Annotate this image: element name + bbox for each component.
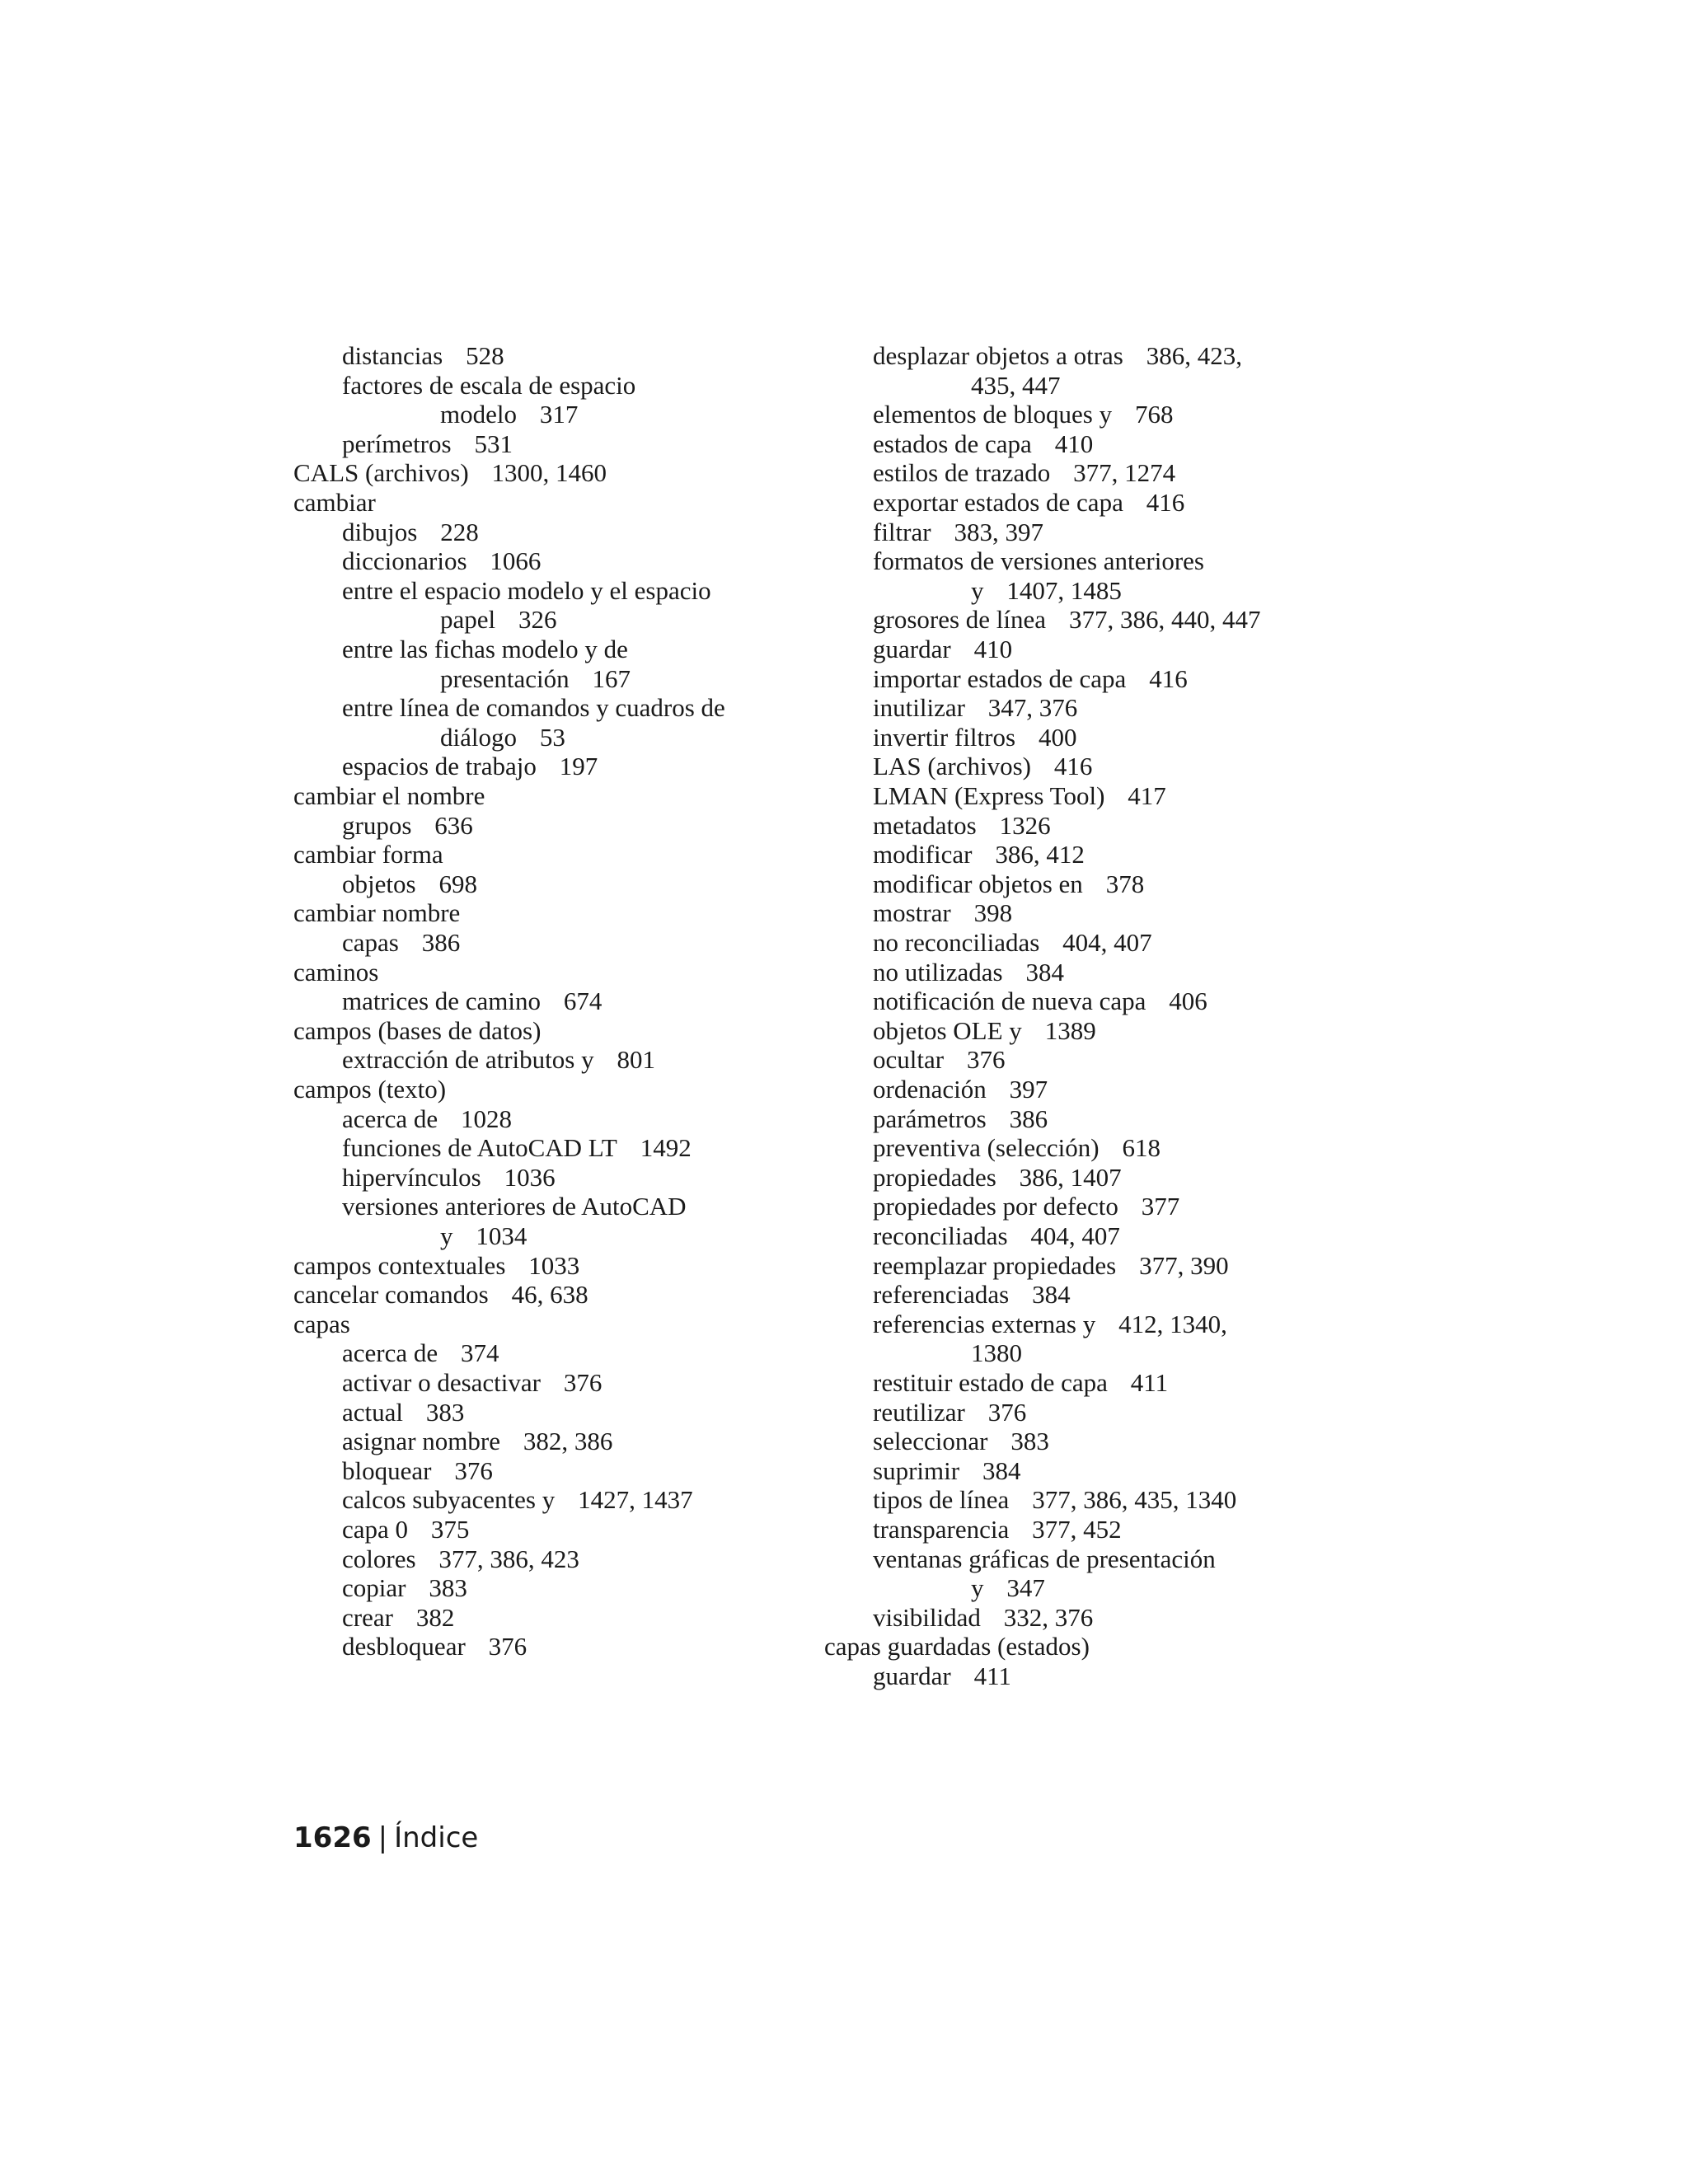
index-term: hipervínculos (342, 1162, 481, 1192)
index-term: copiar (342, 1573, 406, 1603)
index-page-refs: 404, 407 (1062, 928, 1152, 957)
index-entry (824, 488, 1184, 518)
footer-separator: | (377, 1821, 388, 1854)
index-entry (293, 1163, 556, 1193)
index-entry (824, 1133, 1160, 1163)
index-entry (293, 1104, 512, 1134)
index-entry (824, 898, 1012, 928)
index-entry (293, 1280, 588, 1310)
index-page-refs: 411 (973, 1661, 1011, 1690)
index-term: versiones anteriores de AutoCAD (342, 1192, 687, 1221)
index-term: calcos subyacentes y (342, 1485, 556, 1515)
index-term: notificación de nueva capa (873, 987, 1146, 1016)
index-entry (293, 546, 541, 576)
index-term: mostrar (873, 898, 951, 928)
index-term: asignar nombre (342, 1427, 500, 1456)
index-entry (293, 458, 607, 488)
index-page-refs: 376 (488, 1632, 528, 1661)
index-page-refs: 386, 423, (1146, 341, 1242, 370)
index-term: activar o desactivar (342, 1368, 541, 1397)
index-page-refs: 347 (1006, 1573, 1045, 1603)
index-page-refs: 332, 376 (1003, 1602, 1094, 1632)
index-term: extracción de atributos y (342, 1045, 594, 1075)
index-term: diálogo (440, 722, 517, 752)
index-entry (824, 781, 1166, 811)
index-page-refs: 228 (440, 517, 479, 546)
index-entry (293, 429, 513, 459)
index-page-refs: 397 (1009, 1075, 1048, 1104)
index-term: diccionarios (342, 546, 467, 576)
index-entry (824, 1632, 1090, 1661)
index-page-refs: 636 (434, 810, 473, 840)
index-term: capas guardadas (estados) (824, 1632, 1090, 1661)
index-page-refs: 375 (430, 1515, 470, 1544)
index-entry (824, 1368, 1168, 1398)
index-page-refs: 197 (559, 752, 598, 781)
index-page-refs: 378 (1105, 869, 1145, 898)
index-page-refs: 1407, 1485 (1006, 575, 1122, 605)
index-page-refs: 1300, 1460 (491, 458, 607, 488)
index-term: preventiva (selección) (873, 1133, 1100, 1163)
index-page-refs: 410 (1054, 429, 1094, 458)
index-term: cambiar nombre (293, 898, 461, 928)
index-term: capas (293, 1309, 350, 1338)
index-term: estados de capa (873, 429, 1032, 458)
index-term: campos contextuales (293, 1250, 506, 1280)
index-page-refs: 1427, 1437 (578, 1485, 693, 1515)
index-entry (824, 1338, 1022, 1368)
index-entry (824, 723, 1076, 752)
index-entry (824, 371, 1061, 401)
index-page-refs: 801 (617, 1045, 655, 1075)
index-term: reutilizar (873, 1397, 965, 1427)
index-term: ocultar (873, 1045, 945, 1075)
index-entry (293, 371, 635, 401)
index-entry (293, 1221, 527, 1251)
index-page-refs: 383, 397 (954, 517, 1043, 546)
index-page-refs: 1492 (640, 1133, 692, 1163)
index-page-refs: 383 (429, 1573, 467, 1603)
index-page-refs: 416 (1053, 752, 1093, 781)
page-footer (293, 1821, 478, 1854)
index-entry (824, 1398, 1026, 1427)
index-entry (824, 1045, 1005, 1075)
index-entry (824, 1661, 1011, 1691)
index-entry (293, 1544, 579, 1574)
index-page-refs: 377, 452 (1032, 1515, 1122, 1544)
index-page-refs: 398 (973, 898, 1013, 928)
index-page-refs: 1066 (490, 546, 542, 576)
index-term: inutilizar (873, 693, 965, 723)
index-entry (824, 1251, 1229, 1281)
index-page-refs: 1033 (528, 1250, 580, 1280)
index-page-refs: 376 (987, 1397, 1027, 1427)
index-entry (293, 1603, 454, 1633)
index-page-refs: 411 (1130, 1368, 1169, 1397)
index-term: propiedades por defecto (873, 1192, 1118, 1221)
index-entry (293, 693, 725, 723)
index-entry (824, 400, 1174, 429)
index-page-refs: 386, 412 (995, 840, 1085, 869)
index-term: referenciadas (873, 1280, 1010, 1310)
index-entry (824, 811, 1051, 841)
index-page-refs: 1034 (476, 1221, 528, 1250)
index-page-refs: 377 (1141, 1192, 1180, 1221)
index-page-refs: 374 (461, 1338, 499, 1368)
index-term: tipos de línea (873, 1485, 1010, 1515)
index-entry (293, 1398, 464, 1427)
page-number: 1626 (293, 1821, 372, 1854)
index-term: y (971, 1573, 984, 1603)
index-term: modificar (873, 840, 973, 869)
index-page-refs: 386, 1407 (1019, 1162, 1122, 1192)
index-entry (824, 429, 1093, 459)
index-term: acerca de (342, 1338, 438, 1368)
index-term: campos (texto) (293, 1075, 447, 1104)
index-page-refs: 317 (539, 400, 579, 429)
index-page-refs: 383 (425, 1397, 465, 1427)
index-term: cambiar forma (293, 840, 443, 869)
index-entry (293, 518, 479, 547)
index-entry (293, 341, 504, 371)
index-entry (824, 1016, 1096, 1046)
index-term: dibujos (342, 517, 418, 546)
index-page-refs: 377, 386, 440, 447 (1068, 605, 1261, 635)
index-term: restituir estado de capa (873, 1368, 1108, 1397)
index-entry (293, 1632, 527, 1661)
index-entry (824, 341, 1242, 371)
index-term: entre las fichas modelo y de (342, 635, 628, 663)
index-entry (293, 1338, 499, 1368)
index-page-refs: 377, 386, 435, 1340 (1032, 1485, 1237, 1515)
index-term: cambiar (293, 488, 376, 517)
index-term: caminos (293, 957, 379, 987)
index-page-refs: 412, 1340, (1118, 1309, 1227, 1338)
index-entry (824, 1603, 1093, 1633)
index-term: 435, 447 (971, 370, 1061, 400)
index-entry (824, 1573, 1045, 1603)
index-entry (293, 1016, 541, 1046)
index-entry (293, 723, 565, 752)
index-entry (824, 869, 1144, 899)
index-entry (824, 1075, 1048, 1104)
index-term: guardar (873, 635, 951, 663)
index-entry (293, 1456, 493, 1486)
index-term: y (971, 575, 984, 605)
index-page-refs: 1326 (999, 810, 1051, 840)
index-page-refs: 377, 386, 423 (438, 1544, 579, 1573)
index-term: referencias externas y (873, 1309, 1096, 1338)
index-page-refs: 384 (1032, 1280, 1071, 1310)
index-term: entre el espacio modelo y el espacio (342, 575, 711, 605)
index-entry (824, 928, 1152, 958)
index-entry (293, 488, 376, 518)
index-entry (293, 1192, 687, 1221)
index-term: ventanas gráficas de presentación (873, 1544, 1216, 1573)
index-term: reconciliadas (873, 1221, 1008, 1250)
index-page-refs: 698 (438, 869, 477, 898)
index-page-refs: 46, 638 (511, 1280, 588, 1310)
index-term: espacios de trabajo (342, 752, 537, 781)
index-entry (824, 1280, 1071, 1310)
index-term: modelo (440, 400, 517, 429)
index-page-refs: 410 (973, 635, 1013, 663)
index-term: objetos (342, 869, 416, 898)
index-entry (824, 1104, 1048, 1134)
index-term: no reconciliadas (873, 928, 1040, 957)
index-term: actual (342, 1397, 404, 1427)
index-term: LAS (archivos) (873, 752, 1031, 781)
index-entry (293, 1251, 579, 1281)
index-term: filtrar (873, 517, 931, 546)
index-entry (293, 958, 378, 987)
index-term: ordenación (873, 1075, 987, 1104)
index-term: seleccionar (873, 1427, 988, 1456)
index-entry (293, 1045, 655, 1075)
index-entry (293, 1427, 612, 1456)
index-page-refs: 674 (563, 987, 603, 1016)
index-entry (293, 605, 557, 635)
index-term: desbloquear (342, 1632, 466, 1661)
index-entry (293, 576, 711, 606)
index-entry (824, 576, 1122, 606)
index-page-refs: 382, 386 (523, 1427, 613, 1456)
index-term: guardar (873, 1661, 951, 1690)
index-term: acerca de (342, 1104, 438, 1133)
index-entry (293, 898, 460, 928)
index-entry (824, 958, 1064, 987)
index-term: propiedades (873, 1162, 996, 1192)
index-page-refs: 406 (1169, 987, 1207, 1016)
index-entry (824, 546, 1204, 576)
index-term: perímetros (342, 429, 452, 458)
index-entry (824, 1485, 1236, 1515)
index-term: objetos OLE y (873, 1015, 1022, 1045)
index-term: y (440, 1221, 453, 1250)
index-term: modificar objetos en (873, 869, 1083, 898)
index-term: colores (342, 1544, 416, 1573)
index-page-refs: 384 (982, 1455, 1021, 1485)
index-entry (293, 1368, 602, 1398)
index-page-refs: 531 (474, 429, 513, 458)
index-term: grupos (342, 810, 412, 840)
index-term: funciones de AutoCAD LT (342, 1133, 617, 1163)
index-page-refs: 326 (518, 605, 557, 635)
index-term: formatos de versiones anteriores (873, 546, 1205, 576)
index-page-refs: 417 (1128, 781, 1166, 810)
index-entry (824, 664, 1188, 694)
section-title: Índice (394, 1821, 479, 1854)
index-page-refs: 404, 407 (1030, 1221, 1120, 1250)
index-entry (824, 518, 1043, 547)
index-term: campos (bases de datos) (293, 1015, 542, 1045)
index-term: visibilidad (873, 1602, 981, 1632)
index-term: parámetros (873, 1104, 987, 1133)
index-page-refs: 376 (966, 1045, 1006, 1075)
index-entry (293, 869, 477, 899)
index-term: factores de escala de espacio (342, 370, 636, 400)
index-page-refs: 377, 1274 (1073, 458, 1176, 488)
index-page-refs: 376 (563, 1368, 603, 1397)
index-term: bloquear (342, 1455, 432, 1485)
index-entry (824, 1192, 1179, 1221)
index-entry (824, 605, 1260, 635)
index-entry (293, 1515, 469, 1544)
index-entry (824, 752, 1092, 781)
index-entry (824, 458, 1175, 488)
index-term: papel (440, 605, 496, 635)
index-entry (293, 635, 628, 664)
index-entry (293, 781, 485, 811)
index-entry (824, 840, 1085, 869)
index-term: capa 0 (342, 1515, 409, 1544)
index-page-refs: 1036 (504, 1162, 556, 1192)
index-page-refs: 416 (1149, 663, 1188, 693)
index-page-refs: 167 (592, 663, 631, 693)
index-term: capas (342, 928, 399, 957)
index-entry (293, 752, 598, 781)
index-term: presentación (440, 663, 570, 693)
index-page-refs: 386 (1009, 1104, 1048, 1133)
index-page-refs: 386 (421, 928, 461, 957)
index-entry (293, 1485, 693, 1515)
index-term: crear (342, 1602, 393, 1632)
index-page-refs: 618 (1122, 1133, 1160, 1163)
index-term: suprimir (873, 1455, 960, 1485)
index-entry (824, 1544, 1216, 1574)
index-entry (824, 1221, 1120, 1251)
index-page-refs: 1389 (1044, 1015, 1096, 1045)
index-page-refs: 384 (1025, 957, 1064, 987)
index-entry (293, 1310, 350, 1339)
index-entry (293, 1075, 446, 1104)
index-entry (824, 1515, 1122, 1544)
index-entry (293, 1133, 692, 1163)
index-page-refs: 377, 390 (1139, 1250, 1229, 1280)
index-entry (293, 1573, 467, 1603)
index-term: 1380 (971, 1338, 1022, 1368)
index-entry (824, 987, 1207, 1016)
index-term: elementos de bloques y (873, 400, 1113, 429)
index-page-refs: 416 (1146, 488, 1185, 517)
index-page-refs: 53 (539, 722, 565, 752)
index-page-refs: 768 (1135, 400, 1174, 429)
index-page-refs: 376 (454, 1455, 493, 1485)
index-entry (824, 1163, 1122, 1193)
index-term: cancelar comandos (293, 1280, 489, 1310)
index-entry (824, 1310, 1227, 1339)
index-term: grosores de línea (873, 605, 1047, 635)
index-page-refs: 1028 (461, 1104, 513, 1133)
index-page-refs: 383 (1010, 1427, 1049, 1456)
index-term: CALS (archivos) (293, 458, 469, 488)
index-page-refs: 382 (415, 1602, 455, 1632)
index-entry (293, 928, 460, 958)
index-page-refs: 400 (1038, 722, 1077, 752)
index-entry (293, 987, 602, 1016)
index-entry (293, 400, 578, 429)
index-entry (293, 840, 443, 869)
index-entry (824, 693, 1077, 723)
index-page-refs: 528 (466, 341, 504, 370)
index-entry (824, 1456, 1020, 1486)
index-entry (293, 811, 473, 841)
index-term: cambiar el nombre (293, 781, 485, 810)
index-term: exportar estados de capa (873, 488, 1123, 517)
index-term: invertir filtros (873, 722, 1016, 752)
index-term: no utilizadas (873, 957, 1003, 987)
index-term: transparencia (873, 1515, 1010, 1544)
index-term: reemplazar propiedades (873, 1250, 1117, 1280)
index-page-refs: 347, 376 (987, 693, 1078, 723)
index-term: matrices de camino (342, 987, 542, 1016)
index-term: LMAN (Express Tool) (873, 781, 1105, 810)
index-entry (824, 635, 1012, 664)
index-term: estilos de trazado (873, 458, 1051, 488)
index-term: metadatos (873, 810, 977, 840)
index-term: desplazar objetos a otras (873, 341, 1123, 370)
index-term: importar estados de capa (873, 663, 1127, 693)
index-entry (293, 664, 631, 694)
index-term: entre línea de comandos y cuadros de (342, 693, 725, 723)
index-term: distancias (342, 341, 443, 370)
index-entry (824, 1427, 1049, 1456)
